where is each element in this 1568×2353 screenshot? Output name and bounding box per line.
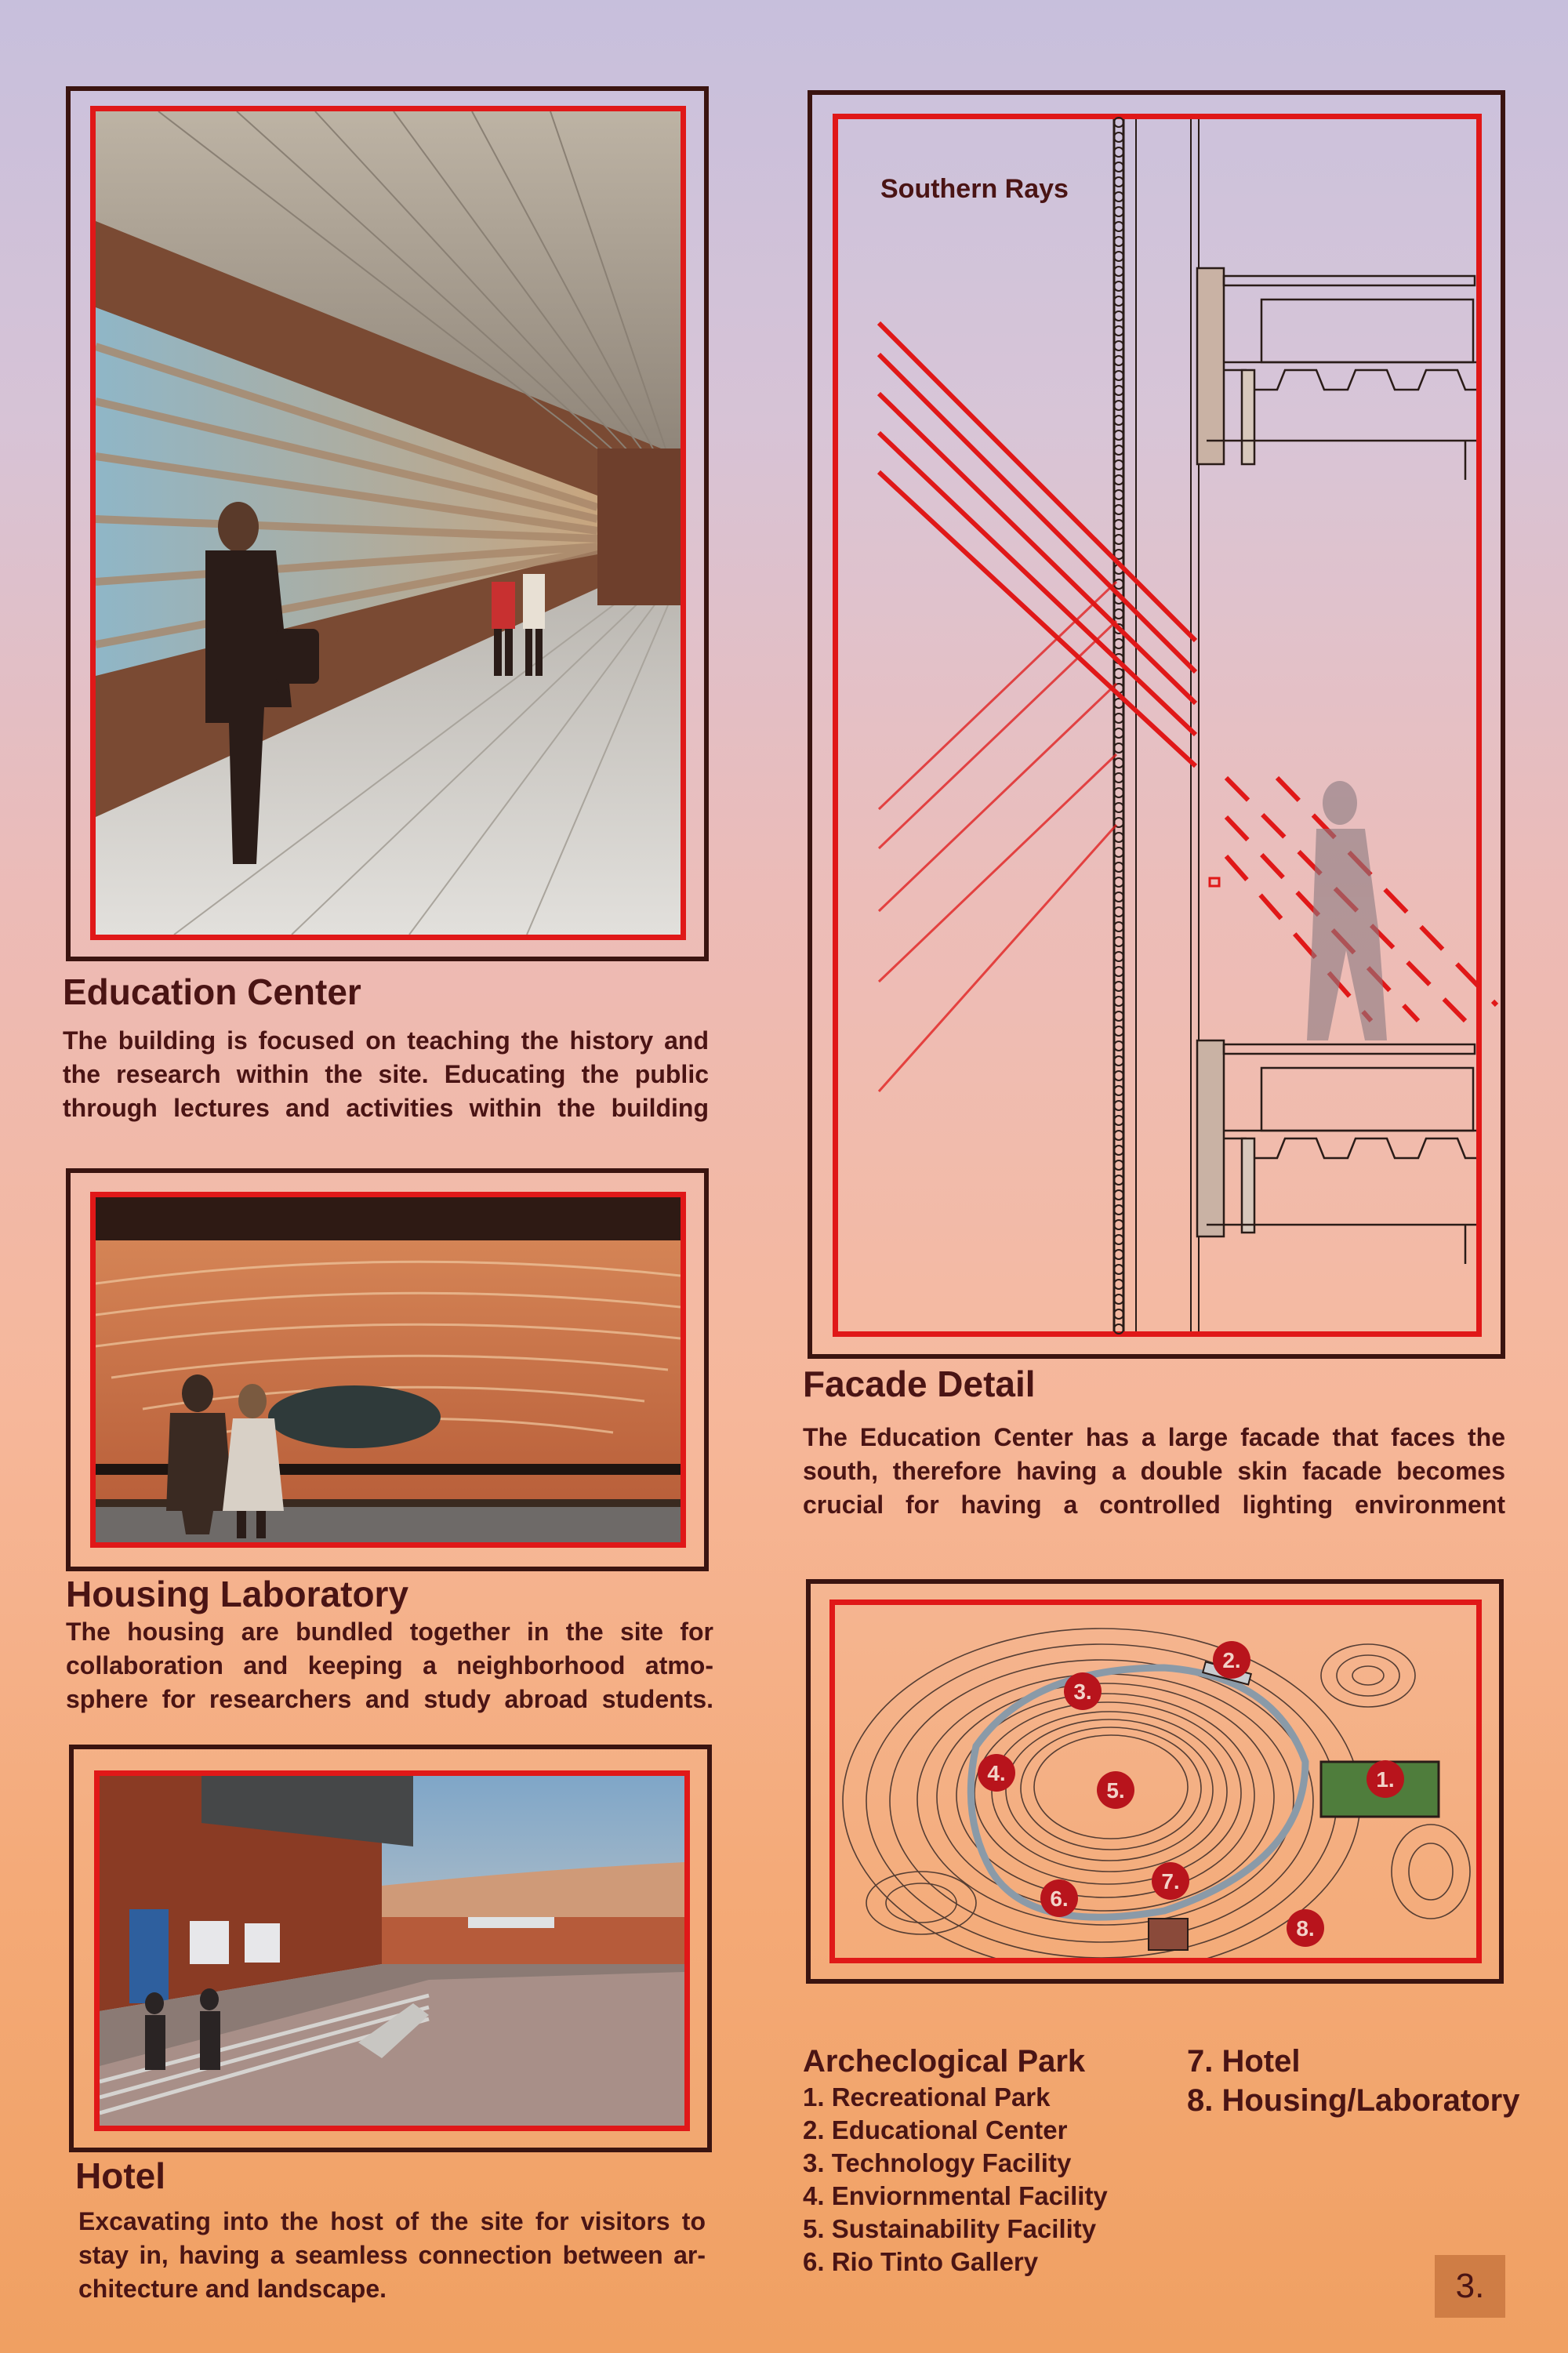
housing-lab-description: [66, 1615, 713, 1716]
southern-rays-label: Southern Rays: [880, 174, 1069, 204]
louver-clip: [1114, 237, 1123, 246]
map-marker-label: 8.: [1296, 1916, 1315, 1941]
park-legend-item: 8. Housing/Laboratory: [1187, 2083, 1520, 2118]
park-legend-item: 2. Educational Center: [803, 2115, 1068, 2144]
housing-line-2: collaboration and keeping a neighborhood atmo-: [66, 1651, 713, 1679]
map-marker-label: 1.: [1376, 1767, 1395, 1792]
louver-clip: [1114, 714, 1123, 723]
housing-lab-title: Housing Laboratory: [66, 1574, 409, 1614]
hotel-line-2: stay in, having a seamless connection between ar-: [78, 2241, 706, 2269]
louver-clip: [1114, 877, 1123, 887]
park-legend: [803, 2042, 1108, 2279]
louver-clip: [1114, 937, 1123, 946]
louver-clip: [1114, 416, 1123, 425]
double-skin-section: [838, 119, 1476, 1331]
facade-line-3: crucial for having a controlled lighting environment: [803, 1491, 1505, 1519]
hotel-description: [78, 2205, 706, 2306]
floor-slab-lower: [1197, 1040, 1476, 1264]
map-marker-label: 7.: [1161, 1869, 1180, 1894]
education-center-description: [63, 1024, 709, 1125]
louver-clip: [1114, 639, 1123, 648]
hotel-terrace-image: [100, 1776, 684, 2126]
louver-clip: [1114, 609, 1123, 619]
louver-clip: [1114, 430, 1123, 440]
louver-clip: [1114, 1235, 1123, 1244]
map-marker-label: 3.: [1073, 1679, 1092, 1704]
louver-clip: [1114, 1205, 1123, 1215]
facade-detail-description: [803, 1421, 1505, 1522]
louver-clip: [1114, 1280, 1123, 1289]
park-legend-list: [803, 2081, 1108, 2279]
louver-clip: [1114, 535, 1123, 544]
louver-clip: [1114, 520, 1123, 529]
louver-clip: [1114, 281, 1123, 291]
louver-clip: [1114, 1175, 1123, 1185]
site-plan-map: [829, 1600, 1482, 1963]
louver-clip: [1114, 133, 1123, 142]
louver-clip: [1114, 1056, 1123, 1066]
gallery-block: [1149, 1919, 1188, 1950]
louver-clips: [1114, 118, 1123, 1334]
louver-clip: [1114, 728, 1123, 738]
louver-clip: [1114, 1160, 1123, 1170]
park-legend-item: 5. Sustainability Facility: [803, 2214, 1097, 2243]
louver-clip: [1114, 1309, 1123, 1319]
louver-clip: [1114, 222, 1123, 231]
louver-clip: [1114, 1041, 1123, 1051]
map-marker-label: 6.: [1050, 1886, 1069, 1911]
louver-clip: [1114, 1131, 1123, 1140]
louver-clip: [1114, 1011, 1123, 1021]
map-marker-label: 5.: [1106, 1778, 1125, 1803]
louver-clip: [1114, 982, 1123, 991]
floor-slab-upper: [1197, 268, 1476, 480]
park-legend-item: 7. Hotel: [1187, 2044, 1301, 2079]
louver-clip: [1114, 862, 1123, 872]
louver-clip: [1114, 1116, 1123, 1125]
facade-detail-drawing: [833, 114, 1482, 1337]
facade-detail-title: Facade Detail: [803, 1364, 1036, 1404]
education-line-1: The building is focused on teaching the history and: [63, 1026, 709, 1055]
page-number: 3.: [1455, 2267, 1485, 2305]
archeological-park-map: [835, 1605, 1476, 1958]
louver-clip: [1114, 147, 1123, 157]
map-marker-label: 2.: [1222, 1648, 1241, 1672]
education-center-render: [90, 106, 686, 940]
hotel-render: [94, 1770, 690, 2131]
education-line-3: through lectures and activities within the building: [63, 1094, 709, 1122]
louver-clip: [1114, 341, 1123, 350]
louver-clip: [1114, 445, 1123, 455]
louver-clip: [1114, 848, 1123, 857]
housing-line-3: sphere for researchers and study abroad students.: [66, 1685, 713, 1713]
louver-clip: [1114, 1086, 1123, 1095]
louver-clip: [1114, 997, 1123, 1006]
louver-clip: [1114, 326, 1123, 336]
park-legend-item: 3. Technology Facility: [803, 2148, 1072, 2177]
louver-clip: [1114, 460, 1123, 470]
louver-clip: [1114, 907, 1123, 917]
louver-clip: [1114, 1071, 1123, 1080]
louver-clip: [1114, 743, 1123, 753]
louver-clip: [1114, 1146, 1123, 1155]
louver-clip: [1114, 296, 1123, 306]
quarry-overlook-image: [96, 1197, 681, 1542]
corridor-image: [96, 111, 681, 935]
louver-clip: [1114, 669, 1123, 678]
housing-lab-render: [90, 1192, 686, 1548]
louver-clip: [1114, 192, 1123, 202]
louver-clip: [1114, 1101, 1123, 1110]
hotel-line-1: Excavating into the host of the site for visitors to: [78, 2207, 706, 2235]
education-center-title: Education Center: [63, 971, 361, 1012]
louver-clip: [1114, 177, 1123, 187]
louver-clip: [1114, 833, 1123, 842]
louver-clip: [1114, 892, 1123, 902]
louver-clip: [1114, 505, 1123, 514]
louver-clip: [1114, 401, 1123, 410]
louver-clip: [1114, 267, 1123, 276]
louver-clip: [1114, 952, 1123, 961]
louver-clip: [1114, 386, 1123, 395]
hotel-line-3: chitecture and landscape.: [78, 2275, 387, 2303]
park-legend-item: 4. Enviornmental Facility: [803, 2181, 1108, 2210]
louver-clip: [1114, 1295, 1123, 1304]
louver-clip: [1114, 207, 1123, 216]
louver-clip: [1114, 371, 1123, 380]
louver-clip: [1114, 1324, 1123, 1334]
park-legend-item: 6. Rio Tinto Gallery: [803, 2247, 1039, 2276]
park-legend-item: 1. Recreational Park: [803, 2082, 1051, 2112]
housing-line-1: The housing are bundled together in the site for: [66, 1618, 713, 1646]
louver-clip: [1114, 1190, 1123, 1200]
louver-clip: [1114, 922, 1123, 931]
louver-clip: [1114, 162, 1123, 172]
louver-clip: [1114, 1220, 1123, 1229]
louver-clip: [1114, 1250, 1123, 1259]
louver-clip: [1114, 475, 1123, 485]
louver-clip: [1114, 118, 1123, 127]
louver-clip: [1114, 803, 1123, 812]
louver-clip: [1114, 252, 1123, 261]
louver-clip: [1114, 490, 1123, 499]
park-legend-right: [1187, 2042, 1520, 2120]
map-marker-label: 4.: [987, 1761, 1006, 1785]
facade-line-2: south, therefore having a double skin facade becomes: [803, 1457, 1505, 1485]
louver-clip: [1114, 1026, 1123, 1036]
louver-clip: [1114, 758, 1123, 768]
louver-clip: [1114, 356, 1123, 365]
louver-clip: [1114, 1265, 1123, 1274]
louver-clip: [1114, 311, 1123, 321]
education-line-2: the research within the site. Educating the public: [63, 1060, 709, 1088]
southern-rays: [879, 323, 1196, 766]
hotel-title: Hotel: [75, 2155, 165, 2196]
louver-clip: [1114, 788, 1123, 797]
facade-line-1: The Education Center has a large facade that faces the: [803, 1423, 1505, 1451]
louver-clip: [1114, 967, 1123, 976]
park-legend-title: Archeclogical Park: [803, 2044, 1086, 2079]
page-number-badge: [1435, 2255, 1505, 2318]
louver-clip: [1114, 773, 1123, 783]
park-legend-list-right: [1187, 2042, 1520, 2120]
